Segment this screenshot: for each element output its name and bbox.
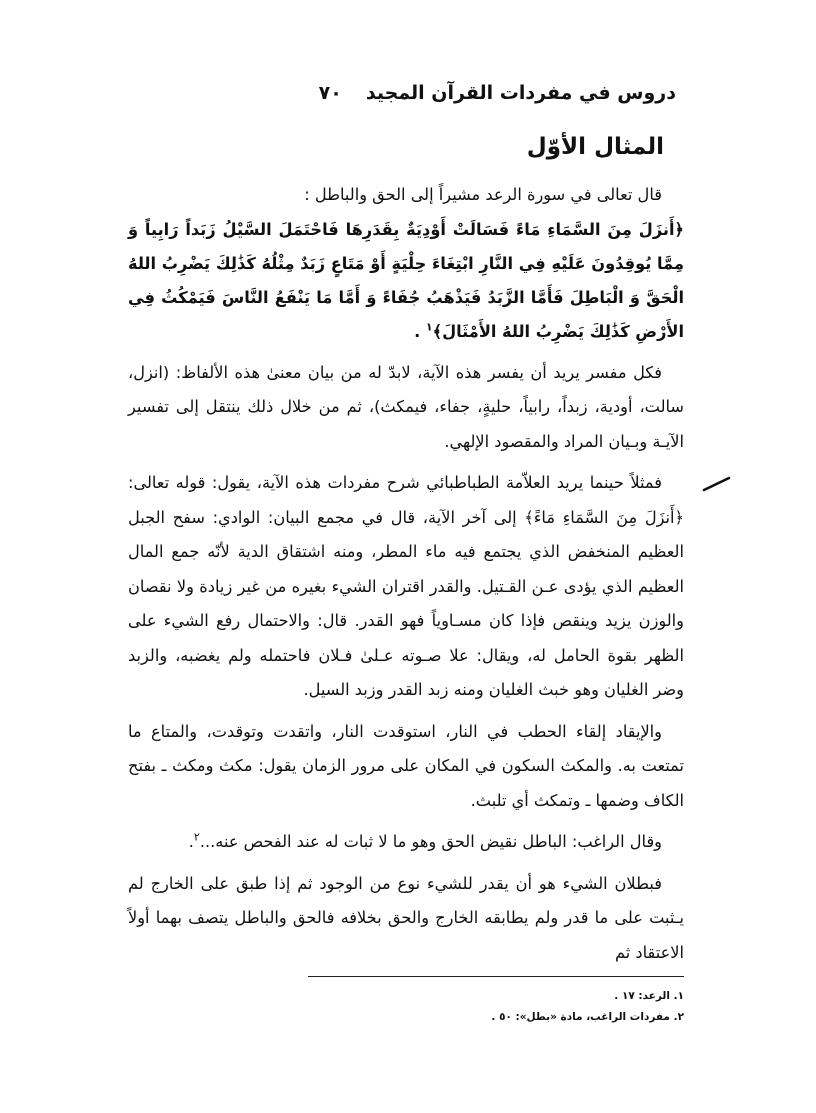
footnote-2: ٢. مفردات الراغب، مادة «بطل»: ٥٠ . [491, 1011, 684, 1023]
footnote-ref-2[interactable]: ٢ [193, 830, 200, 844]
paragraph-text: فكل مفسر يريد أن يفسر هذه الآية، لابدّ له من بيان معنىٰ هذه الألفاظ: (انزل، سالت، أودية، زبداً، رابياً، حليةٍ، جفاء، فيمكث)، ثم من خلال ذلك ينتقل إلى تفسير الآيـة وبـيان المراد والمقصود الإلهي. [128, 362, 684, 451]
paragraph [128, 356, 684, 460]
page-number: ٧٠ [318, 82, 342, 104]
paragraph [128, 715, 684, 819]
body-text [128, 178, 684, 970]
book-title: دروس في مفردات القرآن المجيد [365, 82, 676, 104]
section-title: المثال الأوّل [526, 134, 664, 160]
paragraph-text: والإيقاد إلقاء الحطب في النار، استوقدت النار، واتقدت وتوقدت، والمتاع ما تمتعت به. والمكث السكون في المكان على مرور الزمان يقول: مكث ومكث ـ بفتح الكاف وضمها ـ وتمكث أي تلبث. [128, 721, 684, 810]
footnotes [128, 986, 684, 1028]
paragraph-text: وقال الراغب: الباطل نقيض الحق وهو ما لا ثبات له عند الفحص عنه... [199, 832, 662, 851]
paragraph: وقال الراغب: الباطل نقيض الحق وهو ما لا ثبات له عند الفحص عنه...$^٢$. [188, 830, 662, 851]
paragraph-text: فبطلان الشيء هو أن يقدر للشيء نوع من الوجود ثم إذا طبق على الخارج لم يـثبت على ما قدر ولم يطابقه الخارج والحق بخلافه فالحق والباطل يتصف بهما أولاً الاعتقاد ثم [128, 873, 684, 962]
intro-text: قال تعالى في سورة الرعد مشيراً إلى الحق والباطل : [304, 185, 662, 204]
paragraph-text: فمثلاً حينما يريد العلاّمة الطباطبائي شرح مفردات هذه الآية، يقول: قوله تعالى: ﴿أَنزَلَ مِنَ السَّمَاءِ مَاءً﴾ إلى آخر الآية، قال في مجمع البيان: الوادي: سفح الجبل العظيم المنخفض الذي يجتمع فيه ماء المطر، ومنه اشتقاق الدية لأنّه جمع المال العظيم الذي يؤدى عـن القـتيل. والقدر اقتران الشيء بغيره من غير زيادة ولا نقصان والوزن يزيد وينقص فإذا كان مسـاوياً فهو القدر. قال: والاحتمال رفع الشيء على الظهر بقوة الحامل له، ويقال: علا صـوته عـلىٰ فـلان فاحتمله ولم يغضبه، والزبد وضر الغليان وهو خبث الغليان ومنه زبد القدر وزبد السيل. [128, 473, 684, 699]
footnote-1: ١. الرعد: ١٧ . [614, 990, 684, 1002]
paragraph [128, 466, 684, 708]
footnote-divider [308, 976, 684, 977]
quran-verse: ﴿أَنزَلَ مِنَ السَّمَاءِ مَاءً فَسَالَتْ أَوْدِيَةٌ بِقَدَرِهَا فَاحْتَمَلَ السَّيْلُ زَبَداً رَابِياً وَ مِمَّا يُوقِدُونَ عَلَيْهِ فِي النَّارِ ابْتِغَاءَ حِلْيَةٍ أَوْ مَتَاعٍ زَبَدٌ مِثْلُهُ كَذَٰلِكَ يَضْرِبُ اللهُ الْحَقَّ وَ الْبَاطِلَ فَأَمَّا الزَّبَدُ فَيَذْهَبُ جُفَاءً وَ أَمَّا مَا يَنْفَعُ النَّاسَ فَيَمْكُثُ فِي الأَرْضِ كَذَٰلِكَ يَضْرِبُ اللهُ الأَمْثَالَ﴾$^١$ . [128, 219, 684, 341]
intro-paragraph [128, 178, 684, 213]
verse-text: ﴿أَنزَلَ مِنَ السَّمَاءِ مَاءً فَسَالَتْ أَوْدِيَةٌ بِقَدَرِهَا فَاحْتَمَلَ السَّيْلُ زَبَداً رَابِياً وَ مِمَّا يُوقِدُونَ عَلَيْهِ فِي النَّارِ ابْتِغَاءَ حِلْيَةٍ أَوْ مَتَاعٍ زَبَدٌ مِثْلُهُ كَذَٰلِكَ يَضْرِبُ اللهُ الْحَقَّ وَ الْبَاطِلَ فَأَمَّا الزَّبَدُ فَيَذْهَبُ جُفَاءً وَ أَمَّا مَا يَنْفَعُ النَّاسَ فَيَمْكُثُ فِي الأَرْضِ كَذَٰلِكَ يَضْرِبُ اللهُ الأَمْثَالَ﴾ [128, 219, 684, 341]
paragraph [128, 867, 684, 971]
margin-pen-mark [702, 474, 732, 494]
running-header [300, 76, 676, 110]
footnote-ref-1[interactable]: ١ [425, 320, 433, 334]
